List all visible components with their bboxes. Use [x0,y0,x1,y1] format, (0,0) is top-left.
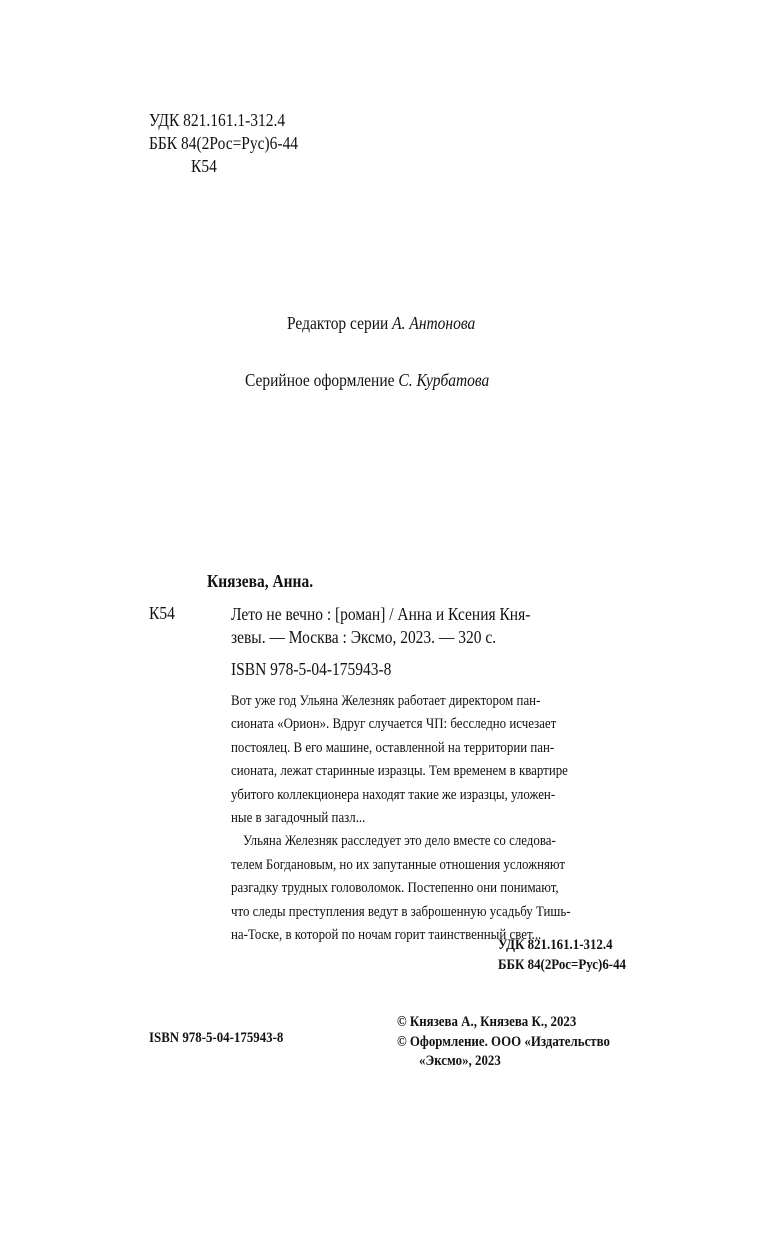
title-line-2: зевы. — Москва : Эксмо, 2023. — 320 с. [231,627,497,647]
annotation-line: телем Богдановым, но их запутанные отношения усложняют [231,856,566,873]
annotation-line: ные в загадочный пазл... [231,810,366,827]
footer-isbn: ISBN 978-5-04-175943-8 [149,1030,284,1046]
annotation-line: сионата «Орион». Вдруг случается ЧП: бесследно исчезает [231,716,557,733]
annotation-line: Вот уже год Ульяна Железняк работает директором пан- [231,693,541,709]
annotation [231,690,673,947]
annotation-line: убитого коллекционера находят такие же изразцы, уложен- [231,786,556,803]
design-name: С. Курбатова [398,370,490,390]
annotation-line: что следы преступления ведут в заброшенную усадьбу Тишь- [231,903,571,920]
footer-codes [498,935,647,975]
author-mark: К54 [191,156,217,176]
record-isbn: ISBN 978-5-04-175943-8 [231,659,392,679]
bbk-code: ББК 84(2Рос=Рус)6-44 [149,133,299,153]
design-label: Серийное оформление [245,370,395,390]
footer-udk: УДК 821.161.1-312.4 [498,937,613,953]
classification-codes [149,109,322,178]
title-line-1: Лето не вечно : [роман] / Анна и Ксения Кня- [231,604,531,624]
annotation-line: разгадку трудных головоломок. Постепенно они понимают, [231,880,559,897]
copyright-authors: © Князева А., Князева К., 2023 [397,1014,577,1030]
annotation-line: постоялец. В его машине, оставленной на территории пан- [231,739,555,756]
annotation-line: Ульяна Железняк расследует это дело вместе со следова- [243,833,556,850]
record-author-mark: К54 [149,603,175,623]
copyright-design: © Оформление. ООО «Издательство [397,1033,610,1050]
annotation-line: на-Тоске, в которой по ночам горит таинственный свет... [231,927,542,944]
copyright-design-continued: «Эксмо», 2023 [419,1053,501,1069]
annotation-line: сионата, лежат старинные изразцы. Тем временем в квартире [231,763,568,780]
footer-bbk: ББК 84(2Рос=Рус)6-44 [498,957,626,973]
series-editor-credit [287,313,506,334]
editor-name: А. Антонова [392,313,476,333]
copyright-block [397,1013,645,1072]
bibliographic-description [231,603,579,649]
udk-code: УДК 821.161.1-312.4 [149,110,286,130]
author-heading: Князева, Анна. [207,571,314,591]
editor-label: Редактор серии [287,313,389,333]
series-design-credit [245,370,529,391]
